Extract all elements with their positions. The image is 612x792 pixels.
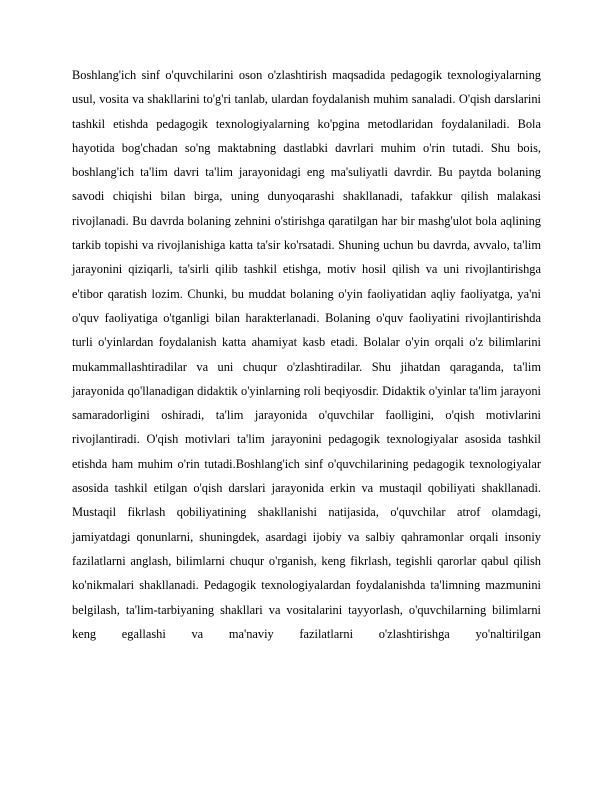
document-page [72, 63, 541, 646]
body-paragraph: Boshlang'ich sinf o'quvchilarini oson o'zlashtirish maqsadida pedagogik texnologiyalarning usul, vosita va shakllarini to'g'ri tanlab, ulardan foydalanish muhim sanaladi. O'qish darslarini tashkil etishda pedagogik texnologiyalarning ko'pgina metodlaridan foydalaniladi. Bola hayotida bog'chadan so'ng maktabning dastlabki davrlari muhim o'rin tutadi. Shu bois, boshlang'ich ta'lim davri ta'lim jarayonidagi eng ma'suliyatli davrdir. Bu paytda bolaning savodi chiqishi bilan birga, uning dunyoqarashi shakllanadi, tafakkur qilish malakasi rivojlanadi. Bu davrda bolaning zehnini o'stirishga qaratilgan har bir mashg'ulot bola aqlining tarkib topishi va rivojlanishiga katta ta'sir ko'rsatadi. Shuning uchun bu davrda, avvalo, ta'lim jarayonini qiziqarli, ta'sirli qilib tashkil etishga, motiv hosil qilish va uni rivojlantirishga e'tibor qaratish lozim. Chunki, bu muddat bolaning o'yin faoliyatidan aqliy faoliyatga, ya'ni o'quv faoliyatiga o'tganligi bilan harakterlanadi. Bolaning o'quv faoliyatini rivojlantirishda turli o'yinlardan foydalanish katta ahamiyat kasb etadi. Bolalar o'yin orqali o'z bilimlarini mukammallashtiradilar va uni chuqur o'zlashtiradilar. Shu jihatdan qaraganda, ta'lim jarayonida qo'llanadigan didaktik o'yinlarning roli beqiyosdir. Didaktik o'yinlar ta'lim jarayoni samaradorligini oshiradi, ta'lim jarayonida o'quvchilar faolligini, o'qish motivlarini rivojlantiradi. O'qish motivlari ta'lim jarayonini pedagogik texnologiyalar asosida tashkil etishda ham muhim o'rin tutadi.Boshlang'ich sinf o'quvchilarining pedagogik texnologiyalar asosida tashkil etilgan o'qish darslari jarayonida erkin va mustaqil qobiliyati shakllanadi. Mustaqil fikrlash qobiliyatining shakllanishi natijasida, o'quvchilar atrof olamdagi, jamiyatdagi qonunlarni, shuningdek, asardagi ijobiy va salbiy qahramonlar orqali insoniy fazilatlarni anglash, bilimlarni chuqur o'rganish, keng fikrlash, tegishli qarorlar qabul qilish ko'nikmalari shakllanadi. Pedagogik texnologiyalardan foydalanishda ta'limning mazmunini belgilash, ta'lim-tarbiyaning shakllari va vositalarini tayyorlash, o'quvchilarning bilimlarni keng egallashi va ma'naviy fazilatlarni o'zlashtirishga yo'naltirilgan [72, 68, 541, 641]
